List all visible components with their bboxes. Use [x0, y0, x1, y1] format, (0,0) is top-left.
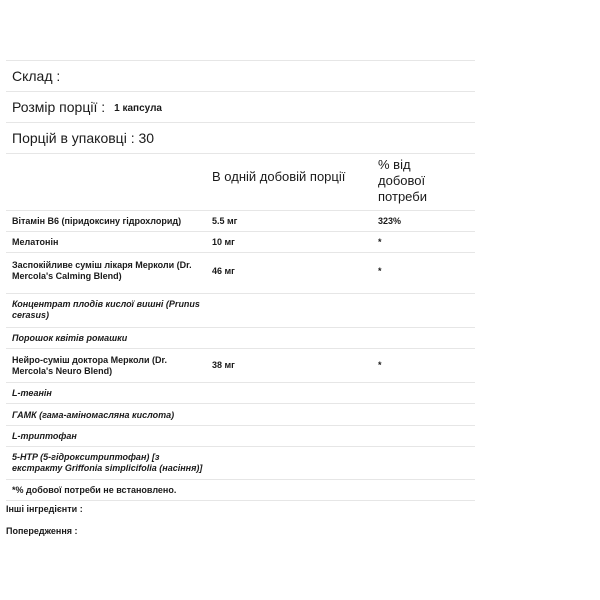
- ingredient-name: Нейро-суміш доктора Мерколи (Dr. Mercola's Neuro Blend): [12, 355, 167, 376]
- column-header-row: [6, 153, 475, 210]
- ingredient-amount: 10 мг: [212, 237, 235, 247]
- ingredient-row: [6, 327, 475, 348]
- ingredient-name: L-триптофан: [12, 431, 77, 441]
- ingredient-name: ГАМК (гама-аміномасляна кислота): [12, 410, 175, 420]
- composition-row: [6, 60, 475, 91]
- ingredient-row: [6, 403, 475, 425]
- ingredient-row: [6, 210, 475, 231]
- ingredient-name: Концентрат плодів кислої вишні (Prunus cerasus): [12, 299, 200, 320]
- daily-value-header-line: % від: [378, 157, 411, 172]
- servings-per-container-row: [6, 122, 475, 153]
- serving-size-row: [6, 91, 475, 122]
- daily-value-footnote: *% добової потреби не встановлено.: [6, 479, 475, 500]
- ingredient-row: [6, 425, 475, 446]
- ingredient-amount: [212, 431, 378, 446]
- ingredient-amount: 5.5 мг: [212, 216, 238, 226]
- ingredient-row: [6, 348, 475, 382]
- ingredient-daily-value: [378, 410, 475, 425]
- table-bottom-divider: [6, 500, 475, 501]
- ingredient-amount: [212, 410, 378, 425]
- ingredient-daily-value: *: [378, 266, 382, 276]
- ingredient-daily-value: *: [378, 237, 382, 247]
- ingredient-daily-value: [378, 452, 475, 479]
- ingredient-daily-value: 323%: [378, 216, 402, 226]
- ingredient-amount: [266, 452, 378, 479]
- name-column-header: [6, 154, 212, 210]
- ingredient-name: Мелатонін: [12, 237, 59, 247]
- ingredient-name: 5-HTP (5-гідрокситриптофан) [з екстракту Griffonia simplicifolia (насіння)]: [12, 452, 203, 473]
- serving-size-value: 1 капсула: [114, 102, 162, 114]
- composition-label: Склад :: [12, 68, 61, 84]
- ingredient-name: Порошок квітів ромашки: [12, 333, 128, 343]
- ingredient-daily-value: [378, 299, 475, 327]
- daily-value-header-line: потреби: [378, 189, 427, 204]
- ingredient-amount: [212, 388, 378, 403]
- amount-column-header: В одній добовій порції: [212, 169, 346, 184]
- daily-value-header-line: добової: [378, 173, 426, 188]
- ingredient-row: [6, 293, 475, 327]
- ingredient-daily-value: [378, 333, 475, 348]
- ingredient-row: [6, 446, 475, 479]
- ingredient-name: Заспокійливе суміш лікаря Мерколи (Dr. Mercola's Calming Blend): [12, 260, 192, 281]
- ingredient-daily-value: *: [378, 360, 382, 370]
- ingredient-row: [6, 231, 475, 252]
- ingredient-amount: 46 мг: [212, 266, 235, 276]
- supplement-facts-table: [6, 60, 475, 501]
- ingredient-row: [6, 252, 475, 293]
- other-ingredients-label: Інші інгредієнти :: [6, 504, 83, 514]
- ingredient-daily-value: [378, 388, 475, 403]
- ingredient-amount: 38 мг: [212, 360, 235, 370]
- ingredient-name: L-теанін: [12, 388, 52, 398]
- ingredient-amount: [212, 333, 378, 348]
- warnings-label: Попередження :: [6, 526, 78, 536]
- servings-per-container: Порцій в упаковці : 30: [12, 130, 155, 146]
- serving-size-label: Розмір порції :: [12, 99, 106, 115]
- daily-value-column-header: [378, 154, 475, 210]
- ingredient-row: [6, 382, 475, 403]
- ingredient-amount: [212, 299, 378, 327]
- ingredient-name: Вітамін B6 (піридоксину гідрохлорид): [12, 216, 182, 226]
- ingredient-daily-value: [378, 431, 475, 446]
